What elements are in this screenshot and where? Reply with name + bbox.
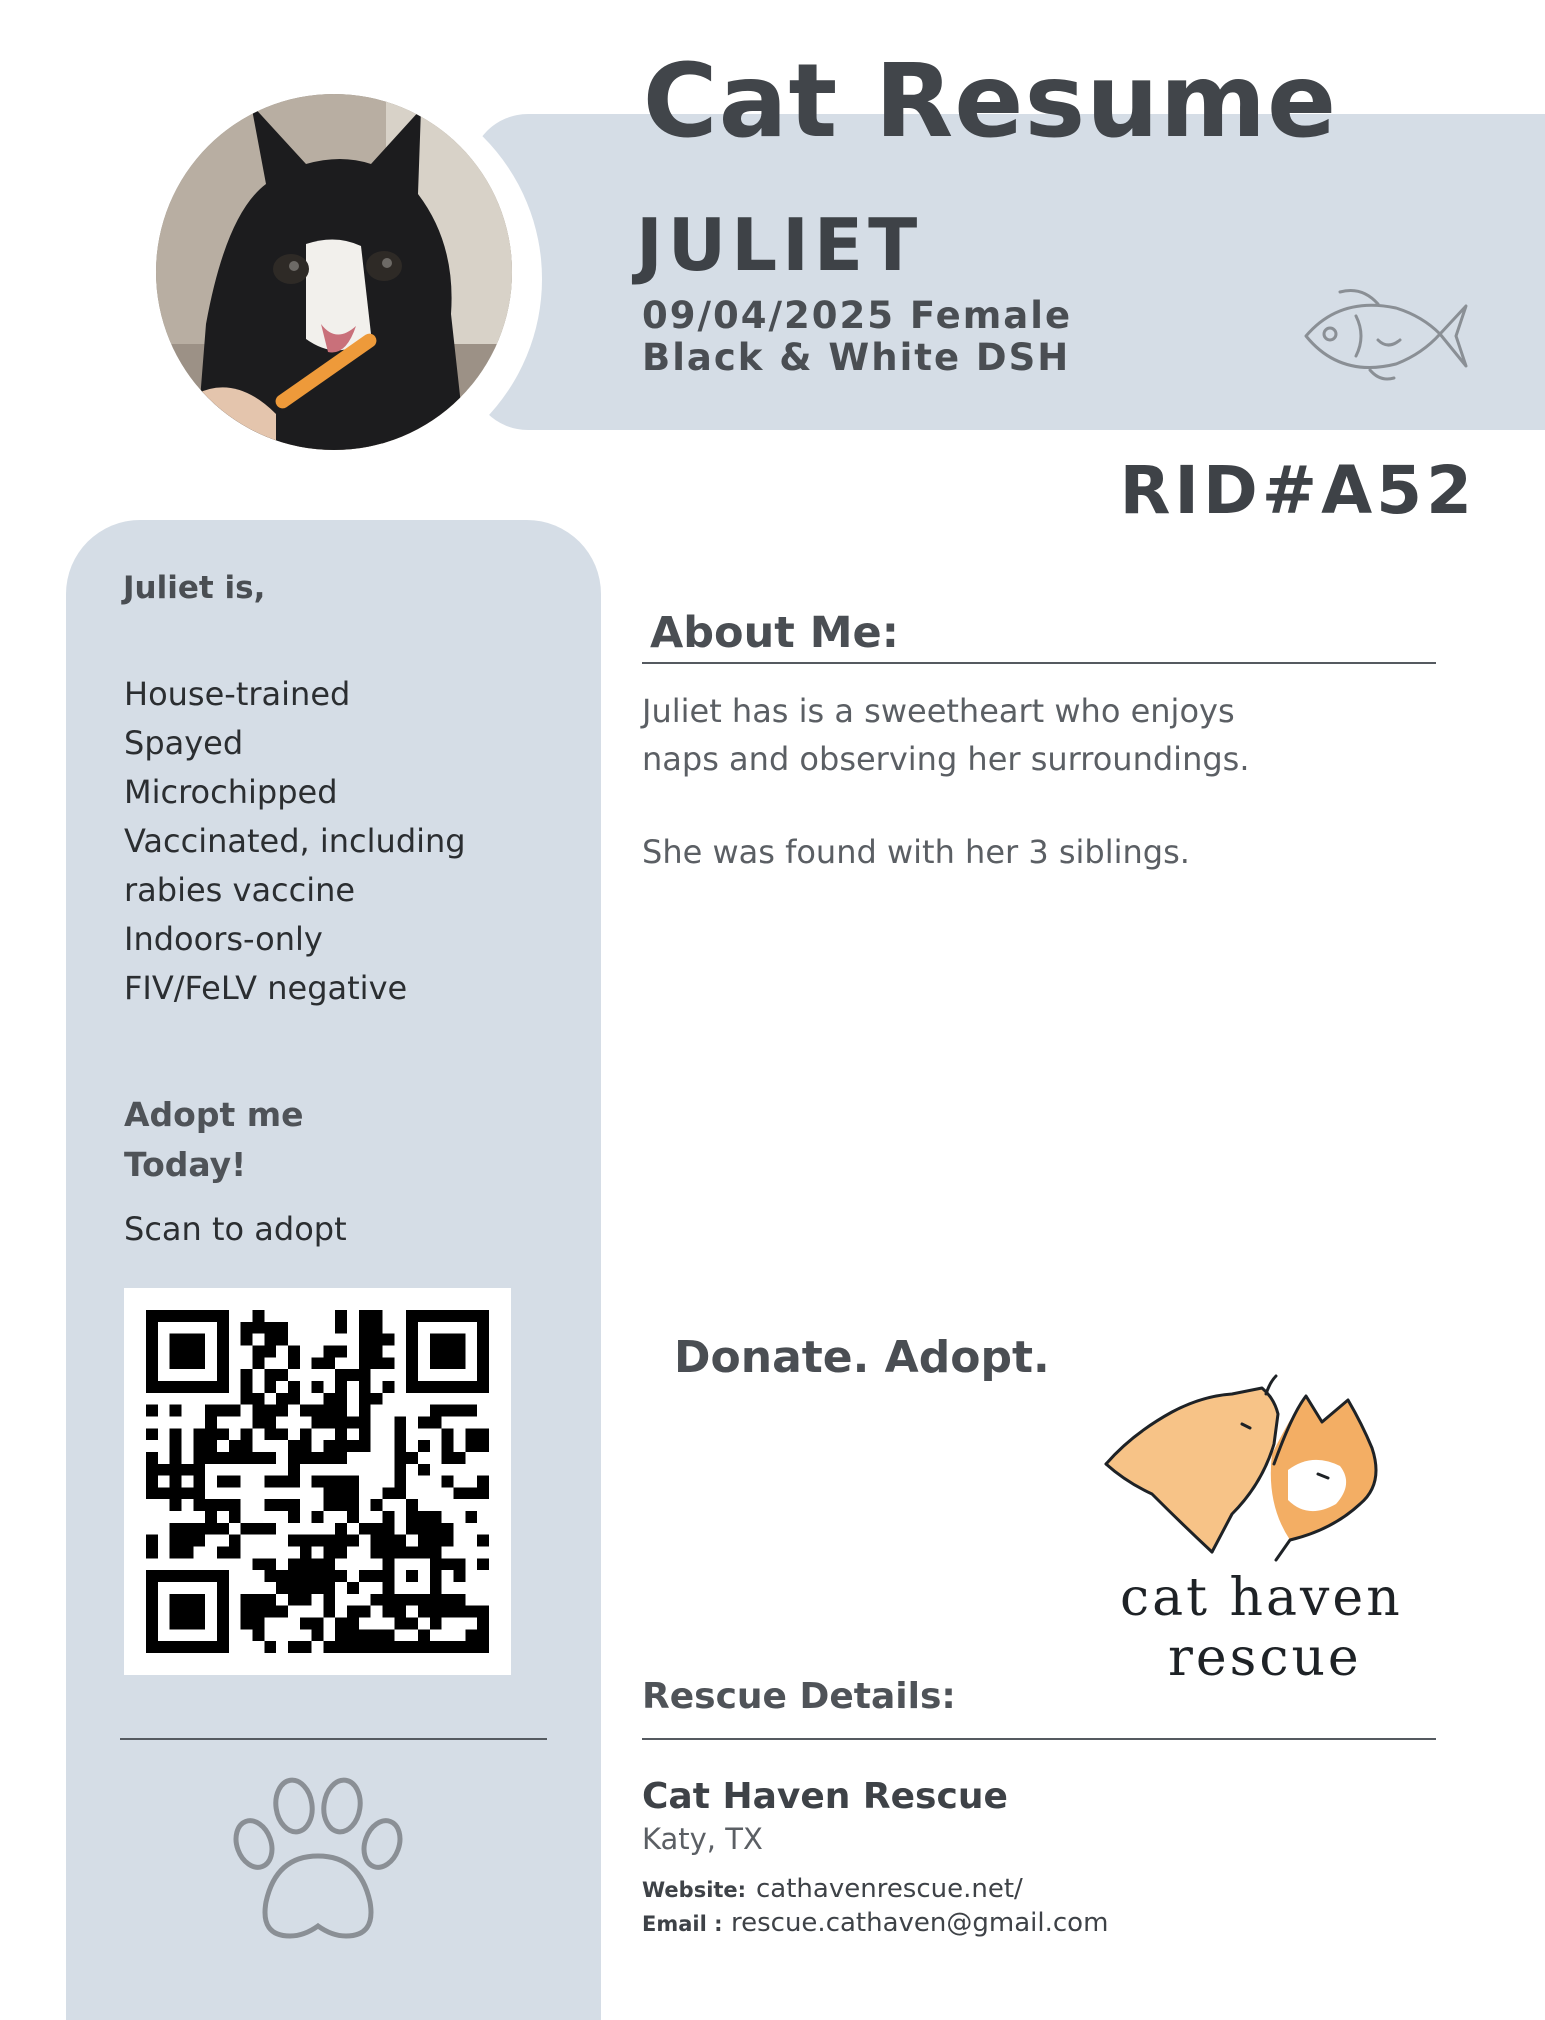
cat-haven-logo-icon bbox=[1092, 1374, 1396, 1570]
about-divider bbox=[642, 662, 1436, 664]
about-text: naps and observing her surroundings. bbox=[642, 740, 1250, 778]
trait-item: Spayed bbox=[124, 724, 244, 762]
sidebar-divider bbox=[120, 1738, 547, 1740]
cat-name: JULIET bbox=[636, 203, 923, 287]
website-link[interactable]: cathavenrescue.net/ bbox=[756, 1874, 1023, 1904]
page-title: Cat Resume bbox=[642, 42, 1338, 161]
traits-intro: Juliet is, bbox=[123, 570, 266, 606]
fish-icon bbox=[1300, 282, 1472, 390]
website-label: Website: bbox=[642, 1878, 747, 1902]
about-heading: About Me: bbox=[650, 608, 899, 658]
paw-icon bbox=[228, 1774, 408, 1944]
rescue-details-heading: Rescue Details: bbox=[642, 1676, 956, 1717]
rescue-name: Cat Haven Rescue bbox=[642, 1776, 1008, 1817]
email-label: Email : bbox=[642, 1912, 723, 1936]
adopt-callout-line-1: Adopt me bbox=[124, 1095, 304, 1134]
birthdate-gender: 09/04/2025 Female bbox=[642, 294, 1073, 337]
traits-list bbox=[124, 670, 466, 1013]
rescue-location: Katy, TX bbox=[642, 1822, 763, 1856]
email-link[interactable]: rescue.cathaven@gmail.com bbox=[731, 1908, 1109, 1938]
donate-adopt-slogan: Donate. Adopt. bbox=[674, 1332, 1050, 1383]
trait-item: rabies vaccine bbox=[124, 871, 356, 909]
trait-item: FIV/FeLV negative bbox=[124, 969, 408, 1007]
adopt-callout-line-2: Today! bbox=[124, 1145, 247, 1184]
qr-code-graphic bbox=[146, 1310, 489, 1653]
about-text: Juliet has is a sweetheart who enjoys bbox=[642, 692, 1235, 730]
about-text: She was found with her 3 siblings. bbox=[642, 833, 1190, 871]
breed-color: Black & White DSH bbox=[642, 336, 1071, 379]
trait-item: Microchipped bbox=[124, 773, 338, 811]
adoption-qr-code[interactable] bbox=[124, 1288, 511, 1675]
logo-text-line-1: cat haven bbox=[1120, 1568, 1403, 1628]
rescue-id: RID#A52 bbox=[1119, 452, 1476, 529]
trait-item: Vaccinated, including bbox=[124, 822, 466, 860]
rescue-divider bbox=[642, 1738, 1436, 1740]
scan-label: Scan to adopt bbox=[124, 1210, 347, 1248]
logo-text-line-2: rescue bbox=[1168, 1628, 1362, 1688]
trait-item: House-trained bbox=[124, 675, 351, 713]
trait-item: Indoors-only bbox=[124, 920, 323, 958]
cat-photo bbox=[156, 94, 512, 450]
